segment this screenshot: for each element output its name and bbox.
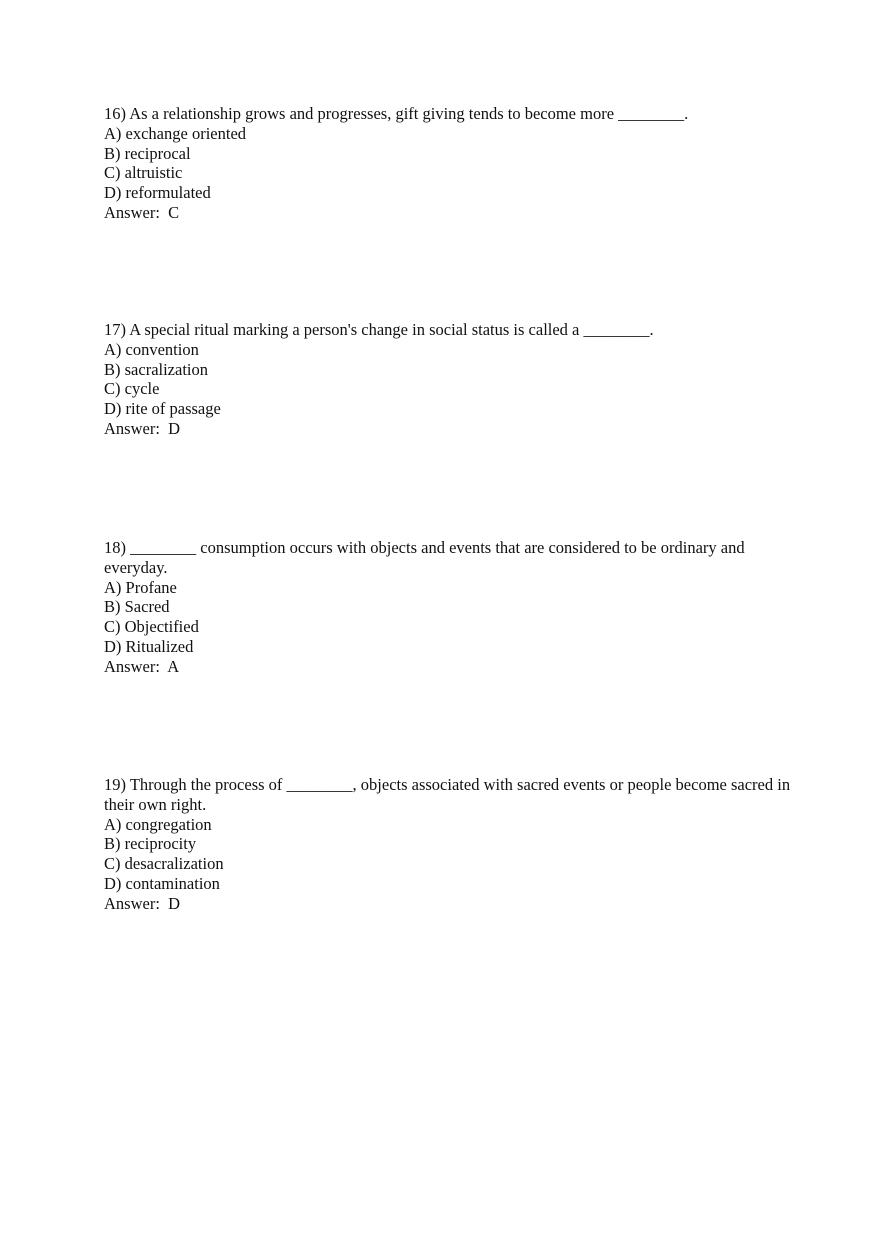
option-b: B) reciprocity [104,834,197,854]
option-c: C) Objectified [104,617,199,637]
answer: Answer: C [104,202,180,222]
answer: Answer: D [104,893,181,913]
question-18 [104,538,794,677]
question-16 [104,104,794,223]
option-b: B) reciprocal [104,143,191,163]
option-b: B) Sacred [104,597,170,617]
question-stem: 16) As a relationship grows and progresses, gift giving tends to become more ________. [104,104,689,123]
question-19 [104,775,794,914]
question-stem: 18) ________ consumption occurs with objects and events that are considered to be ordinary and everyday. [104,538,749,577]
answer: Answer: D [104,418,181,438]
answer: Answer: A [104,656,180,676]
option-d: D) contamination [104,873,220,893]
question-stem: 19) Through the process of ________, objects associated with sacred events or people become sacred in their own right. [104,775,795,814]
option-b: B) sacralization [104,359,208,379]
option-c: C) cycle [104,379,160,399]
option-a: A) congregation [104,814,212,834]
option-a: A) convention [104,339,199,359]
option-d: D) reformulated [104,183,211,203]
question-17 [104,320,794,439]
question-stem: 17) A special ritual marking a person's change in social status is called a ________. [104,320,654,339]
option-d: D) Ritualized [104,636,194,656]
option-c: C) altruistic [104,163,183,183]
option-d: D) rite of passage [104,399,221,419]
option-a: A) exchange oriented [104,123,247,143]
option-a: A) Profane [104,577,177,597]
option-c: C) desacralization [104,854,224,874]
